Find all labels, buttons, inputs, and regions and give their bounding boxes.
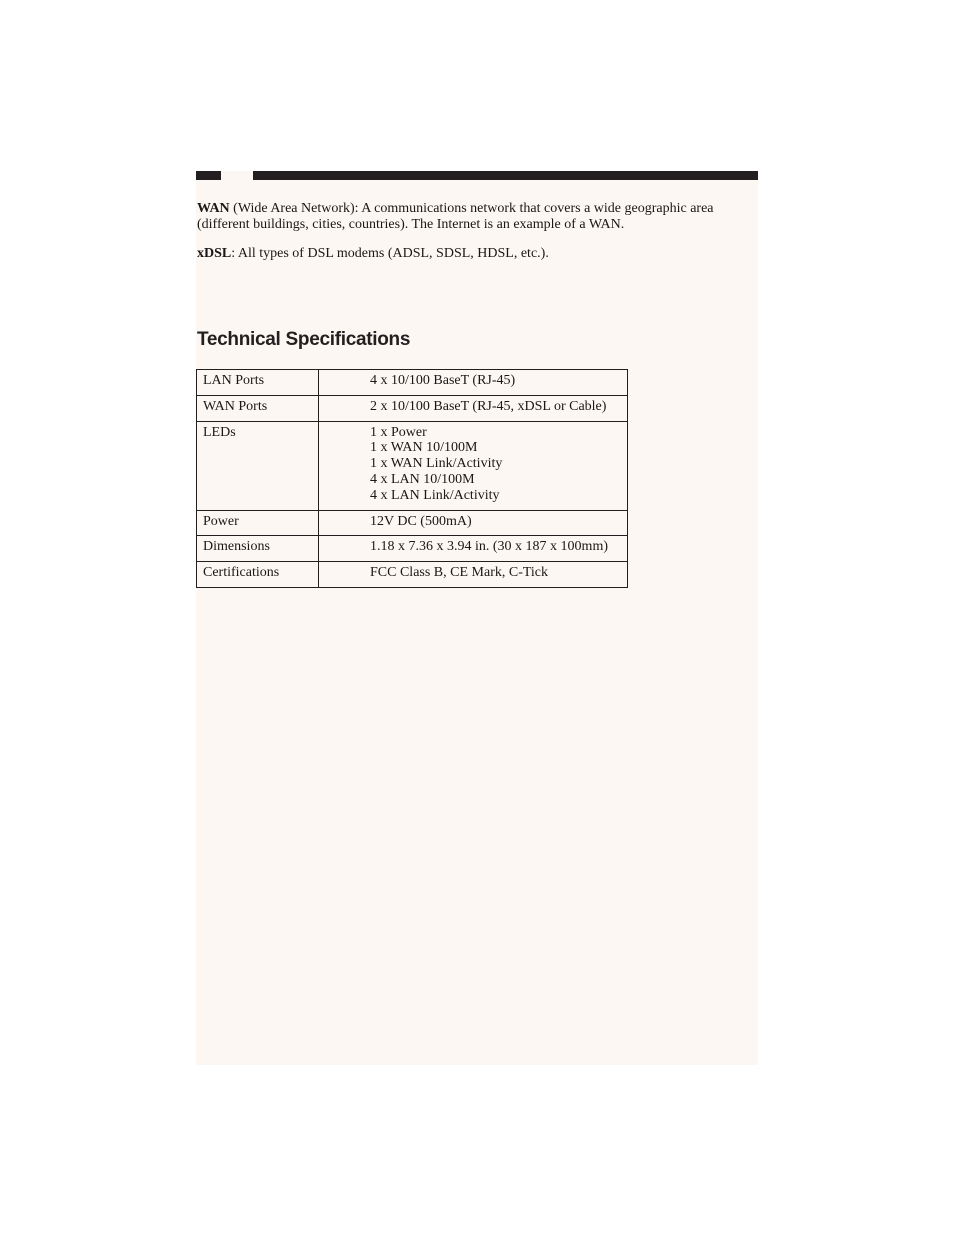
spec-value-line: 4 x 10/100 BaseT (RJ-45) — [370, 373, 516, 388]
header-rule-left — [196, 171, 221, 180]
spec-value-line: 1 x Power — [370, 424, 427, 440]
glossary-entry-wan — [197, 201, 753, 233]
spec-value-line: 4 x LAN Link/Activity — [370, 487, 500, 503]
section-title: Technical Specifications — [197, 329, 411, 350]
spec-label: Certifications — [197, 562, 319, 588]
spec-value — [319, 421, 628, 510]
spec-value — [319, 536, 628, 562]
header-rule-right — [253, 171, 758, 180]
table-row — [197, 536, 628, 562]
table-row — [197, 562, 628, 588]
glossary-term: xDSL — [197, 246, 232, 261]
spec-label: Power — [197, 510, 319, 536]
spec-label: Dimensions — [197, 536, 319, 562]
spec-value — [319, 510, 628, 536]
spec-value — [319, 395, 628, 421]
glossary-definition: (Wide Area Network): A communications network that covers a wide geographic area (different buildings, cities, countries). The Internet is an example of a WAN. — [197, 201, 714, 232]
glossary-entry-xdsl — [197, 246, 753, 262]
glossary-term: WAN — [197, 201, 230, 216]
spec-value-line: 12V DC (500mA) — [370, 513, 472, 529]
spec-value-line: FCC Class B, CE Mark, C-Tick — [370, 565, 549, 581]
specifications-table — [196, 369, 628, 588]
spec-value-line: 1 x WAN Link/Activity — [370, 456, 503, 472]
spec-value-line: 2 x 10/100 BaseT (RJ-45, xDSL or Cable) — [370, 398, 607, 414]
page-background — [196, 172, 758, 1065]
glossary-section — [197, 201, 753, 275]
spec-label: LAN Ports — [197, 370, 319, 396]
table-row — [197, 370, 628, 396]
spec-value-line: 1.18 x 7.36 x 3.94 in. (30 x 187 x 100mm) — [370, 539, 608, 555]
spec-label: WAN Ports — [197, 395, 319, 421]
spec-value-line: 4 x LAN 10/100M — [370, 471, 475, 487]
spec-value-line: 1 x WAN 10/100M — [370, 440, 478, 456]
table-row — [197, 395, 628, 421]
glossary-definition: : All types of DSL modems (ADSL, SDSL, HDSL, etc.). — [231, 246, 549, 261]
spec-value — [319, 370, 628, 396]
table-row — [197, 421, 628, 510]
spec-label: LEDs — [197, 421, 319, 510]
header-tab-gap — [221, 171, 253, 193]
table-row — [197, 510, 628, 536]
spec-value — [319, 562, 628, 588]
